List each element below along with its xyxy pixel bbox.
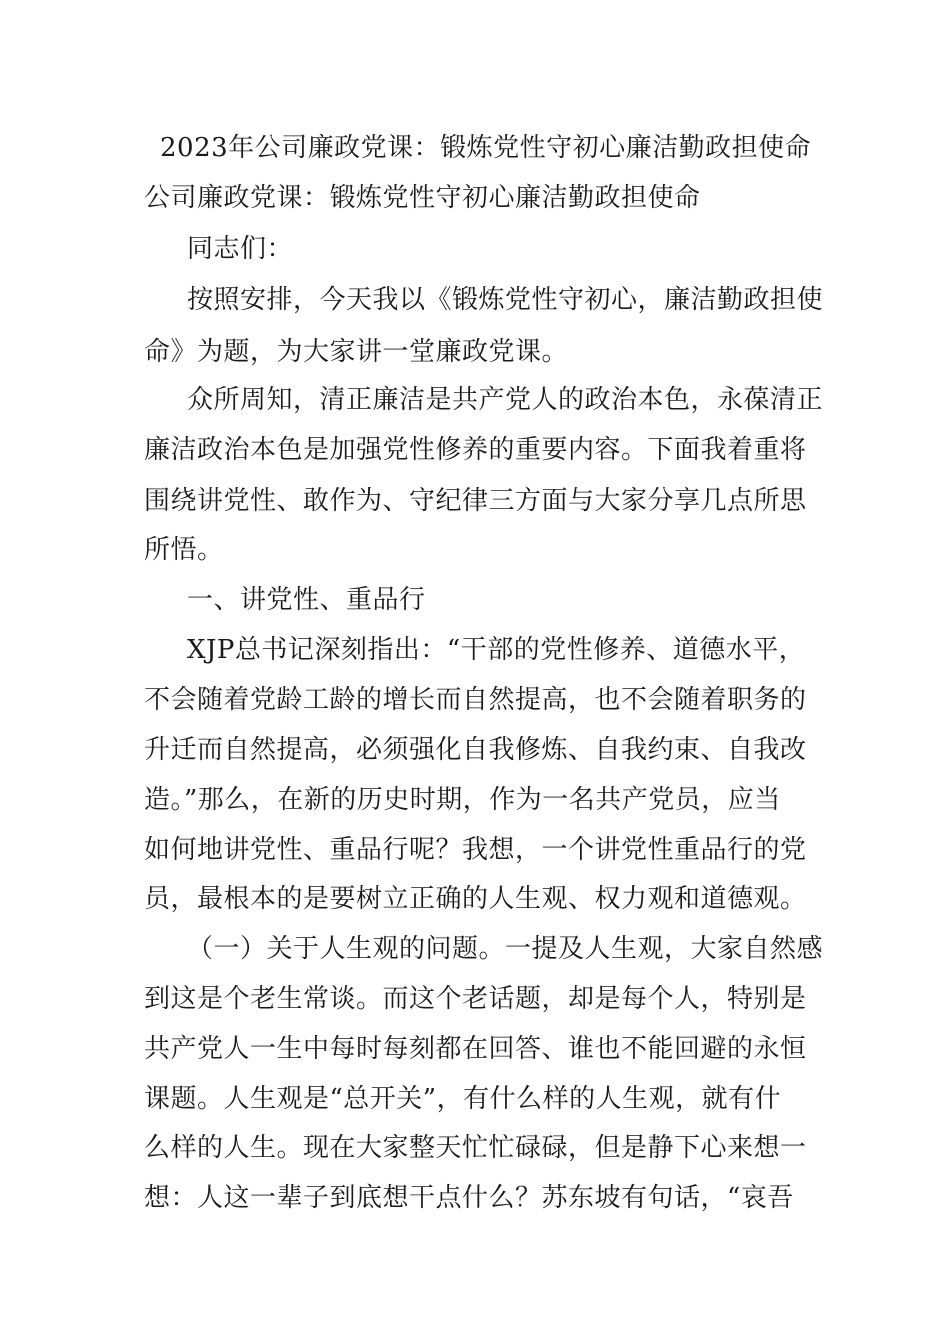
section-heading: 一、讲党性、重品行 (187, 585, 426, 615)
paragraph-line: 众所周知，清正廉洁是共产党人的政治本色，永葆清正 (187, 385, 824, 415)
paragraph-line: 课题。人生观是“总开关”，有什么样的人生观，就有什 (144, 1084, 782, 1114)
paragraph-line: 到这是个老生常谈。而这个老话题，却是每个人，特别是 (144, 984, 807, 1014)
paragraph-line: 造。”那么，在新的历史时期，作为一名共产党员，应当 (144, 785, 781, 815)
paragraph-line: 廉洁政治本色是加强党性修养的重要内容。下面我着重将 (144, 435, 807, 465)
document-title: 2023年公司廉政党课：锻炼党性守初心廉洁勤政担使命 (160, 133, 812, 163)
salutation: 同志们： (187, 234, 294, 264)
paragraph-line: 员，最根本的是要树立正确的人生观、权力观和道德观。 (144, 884, 807, 914)
paragraph-line: （一）关于人生观的问题。一提及人生观，大家自然感 (187, 934, 824, 964)
paragraph-line: 所悟。 (144, 535, 224, 565)
paragraph-line: 不会随着党龄工龄的增长而自然提高，也不会随着职务的 (144, 685, 807, 715)
paragraph-line: 如何地讲党性、重品行呢？我想，一个讲党性重品行的党 (144, 835, 807, 865)
paragraph-line: 共产党人一生中每时每刻都在回答、谁也不能回避的永恒 (144, 1034, 807, 1064)
paragraph-line: 命》为题，为大家讲一堂廉政党课。 (144, 337, 569, 367)
paragraph-line: 想：人这一辈子到底想干点什么？苏东坡有句话，“哀吾 (144, 1183, 794, 1213)
document-subtitle: 公司廉政党课：锻炼党性守初心廉洁勤政担使命 (144, 183, 701, 213)
paragraph-line: 么样的人生。现在大家整天忙忙碌碌，但是静下心来想一 (144, 1133, 807, 1163)
paragraph-line: XJP总书记深刻指出：“干部的党性修养、道德水平， (187, 635, 806, 665)
paragraph-line: 按照安排，今天我以《锻炼党性守初心，廉洁勤政担使 (187, 285, 824, 315)
paragraph-line: 围绕讲党性、敢作为、守纪律三方面与大家分享几点所思 (144, 486, 807, 516)
paragraph-line: 升迁而自然提高，必须强化自我修炼、自我约束、自我改 (144, 735, 807, 765)
